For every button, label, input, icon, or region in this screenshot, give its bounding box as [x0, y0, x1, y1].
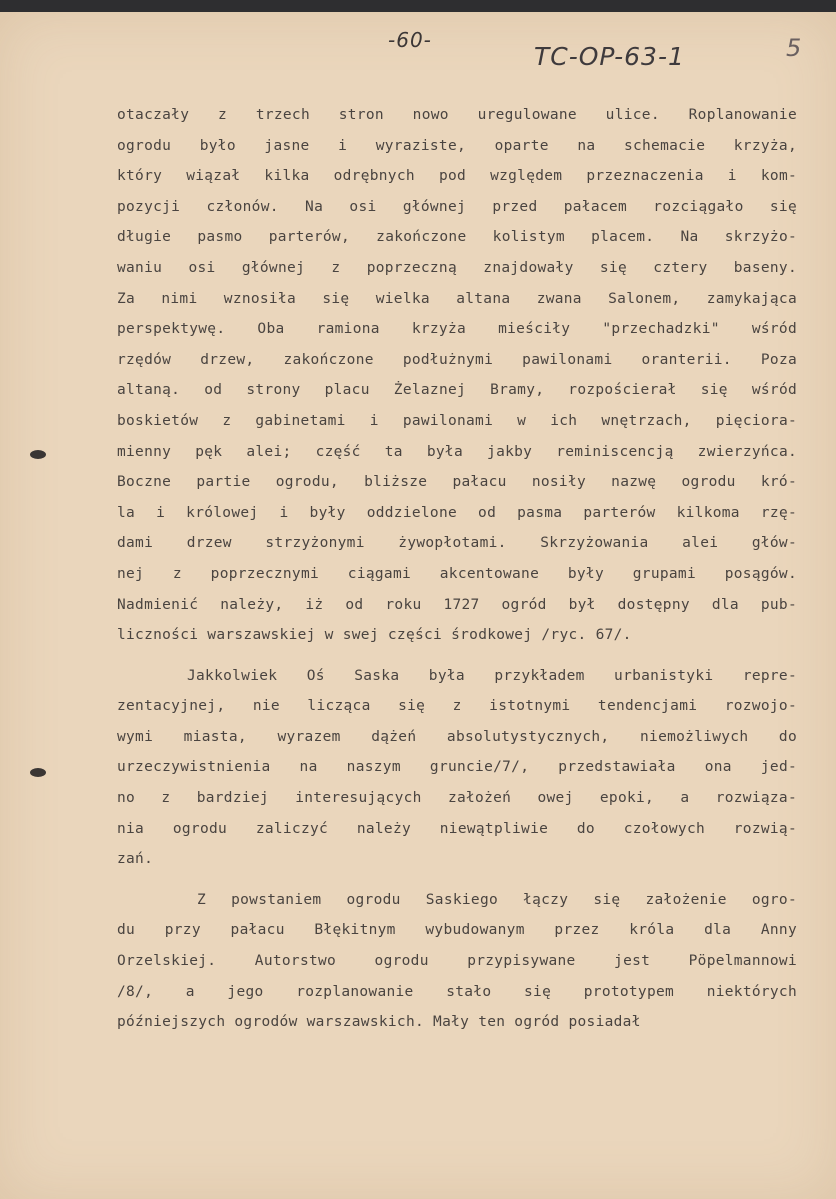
text-line: zentacyjnej, nie licząca się z istotnymi tendencjami rozwojo- — [117, 698, 797, 715]
scan-top-border — [0, 0, 836, 12]
document-body — [117, 100, 797, 1038]
paragraph-gap — [117, 875, 797, 885]
text-line: zań. — [117, 851, 154, 868]
text-line: późniejszych ogrodów warszawskich. Mały ten ogród posiadał — [117, 1014, 641, 1031]
text-line: nia ogrodu zaliczyć należy niewątpliwie do czołowych rozwią- — [117, 820, 797, 837]
binder-hole-icon — [30, 768, 46, 777]
text-line: Boczne partie ogrodu, bliższe pałacu nosiły nazwę ogrodu kró- — [117, 474, 797, 491]
paragraph-gap — [117, 651, 797, 661]
text-line: /8/, a jego rozplanowanie stało się prototypem niektórych — [117, 983, 797, 1000]
text-line: no z bardziej interesujących założeń owej epoki, a rozwiąza- — [117, 790, 797, 807]
text-line: waniu osi głównej z poprzeczną znajdowały się cztery baseny. — [117, 259, 797, 276]
sheet-number: 5 — [786, 34, 802, 62]
text-line: ogrodu było jasne i wyraziste, oparte na schemacie krzyża, — [117, 137, 797, 154]
text-line: Za nimi wznosiła się wielka altana zwana Salonem, zamykająca — [117, 290, 797, 307]
text-line: perspektywę. Oba ramiona krzyża mieściły "przechadzki" wśród — [117, 321, 797, 338]
text-line: rzędów drzew, zakończone podłużnymi pawilonami oranterii. Poza — [117, 351, 797, 368]
text-line: Z powstaniem ogrodu Saskiego łączy się założenie ogro- — [197, 891, 797, 908]
text-line: urzeczywistnienia na naszym gruncie/7/, przedstawiała ona jed- — [117, 759, 797, 776]
text-line: nej z poprzecznymi ciągami akcentowane były grupami posągów. — [117, 565, 797, 582]
text-line: Orzelskiej. Autorstwo ogrodu przypisywane jest Pöpelmannowi — [117, 953, 797, 970]
text-line: Jakkolwiek Oś Saska była przykładem urbanistyki repre- — [187, 667, 797, 684]
text-line: pozycji członów. Na osi głównej przed pałacem rozciągało się — [117, 198, 797, 215]
text-line: długie pasmo parterów, zakończone kolistym placem. Na skrzyżo- — [117, 229, 797, 246]
text-line: du przy pałacu Błękitnym wybudowanym przez króla dla Anny — [117, 922, 797, 939]
binder-hole-icon — [30, 450, 46, 459]
text-line: otaczały z trzech stron nowo uregulowane ulice. Roplanowanie — [117, 107, 797, 123]
text-line: który wiązał kilka odrębnych pod względem przeznaczenia i kom- — [117, 168, 797, 185]
page-number: -60- — [388, 28, 432, 52]
text-line: liczności warszawskiej w swej części środkowej /ryc. 67/. — [117, 627, 632, 644]
text-line: Nadmienić należy, iż od roku 1727 ogród był dostępny dla pub- — [117, 596, 797, 613]
text-line: wymi miasta, wyrazem dążeń absolutystycznych, niemożliwych do — [117, 728, 797, 745]
text-line: boskietów z gabinetami i pawilonami w ich wnętrzach, pięciora- — [117, 412, 797, 429]
archive-reference-code: TC-OP-63-1 — [534, 42, 685, 71]
text-line: altaną. od strony placu Żelaznej Bramy, rozpościerał się wśród — [117, 382, 797, 399]
text-line: dami drzew strzyżonymi żywopłotami. Skrzyżowania alei głów- — [117, 535, 797, 552]
text-line: la i królowej i były oddzielone od pasma parterów kilkoma rzę- — [117, 504, 797, 521]
text-line: mienny pęk alei; część ta była jakby reminiscencją zwierzyńca. — [117, 443, 797, 460]
